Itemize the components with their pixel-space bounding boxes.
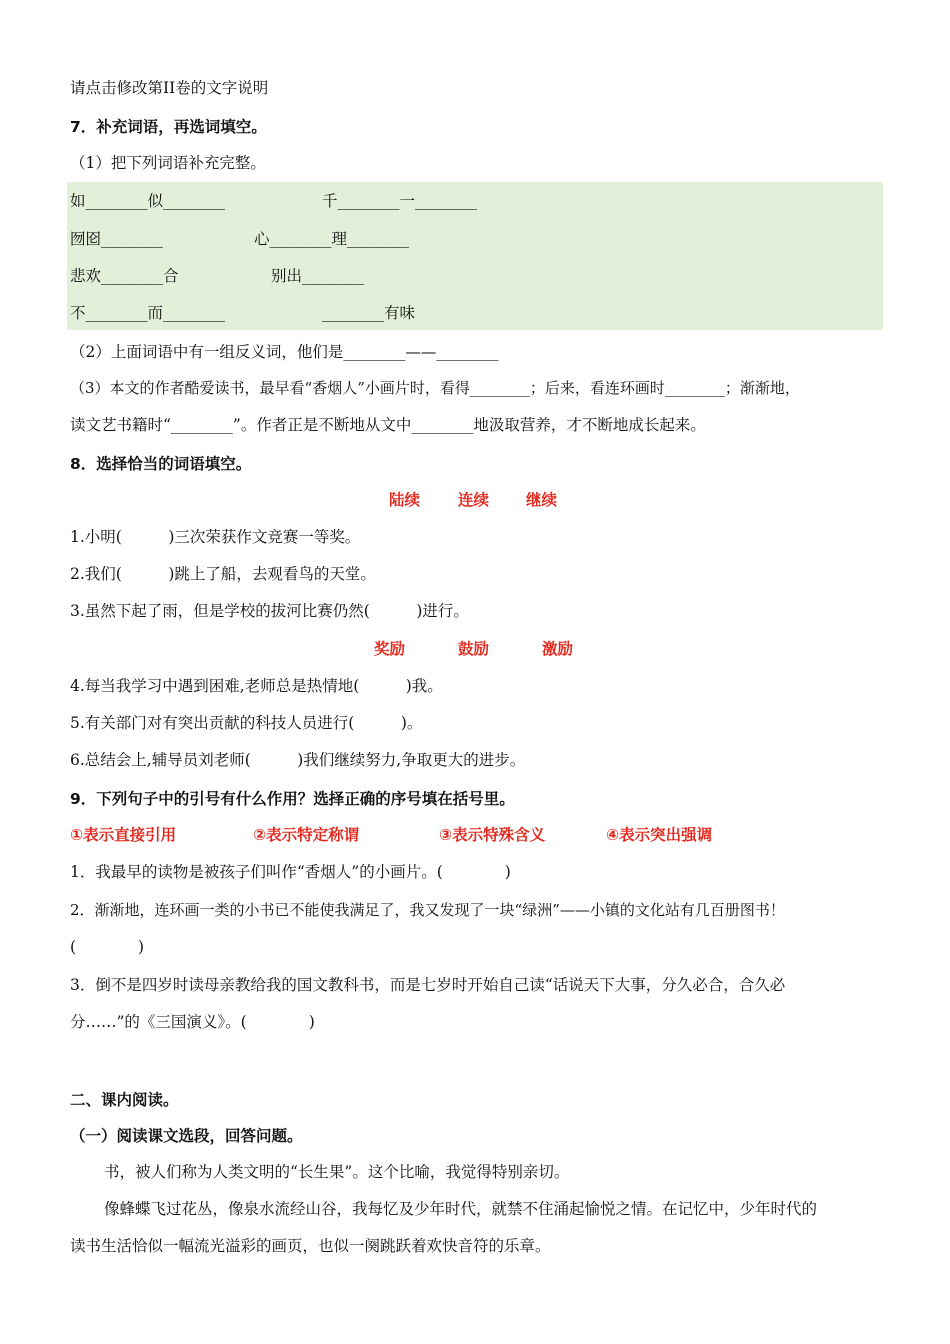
reading-paragraph: 书，被人们称为人类文明的“长生果”。这个比喻，我觉得特别亲切。 <box>104 1163 570 1181</box>
q7-sub3-line2: 读文艺书籍时“________”。作者正是不断地从文中________地汲取营养，才不断地成长起来。 <box>70 416 706 434</box>
q9-item: 1．我最早的读物是被孩子们叫作“香烟人”的小画片。( ) <box>70 863 511 881</box>
q9-option: ③表示特殊含义 <box>439 826 546 844</box>
q9-item: 3．倒不是四岁时读母亲教给我的国文教科书，而是七岁时开始自己读“话说天下大事，分久必合，合久必 <box>70 976 786 994</box>
word-cell: 别出________ <box>271 267 365 285</box>
word-cell: 如________似________ <box>70 192 226 210</box>
q7-sub3-line1: （3）本文的作者酷爱读书，最早看“香烟人”小画片时，看得________；后来，看连环画时________；渐渐地， <box>70 379 800 397</box>
q9-item: 2．渐渐地，连环画一类的小书已不能使我满足了，我又发现了一块“绿洲”——小镇的文化站有几百册图书！ <box>70 901 785 919</box>
section2-sub: （一）阅读课文选段，回答问题。 <box>70 1127 303 1145</box>
q8-item: 4.每当我学习中遇到困难,老师总是热情地( )我。 <box>70 677 443 695</box>
q9-title: 9．下列句子中的引号有什么作用？选择正确的序号填在括号里。 <box>70 790 515 808</box>
q9-option: ④表示突出强调 <box>606 826 713 844</box>
q9-item: ( ) <box>70 938 145 956</box>
q8-item: 6.总结会上,辅导员刘老师( )我们继续努力,争取更大的进步。 <box>70 751 526 769</box>
word-choice: 陆续 <box>389 491 421 509</box>
word-choice: 激励 <box>542 640 574 658</box>
word-table <box>67 182 883 330</box>
word-cell: 囫囵________ <box>70 230 164 248</box>
reading-paragraph: 读书生活恰似一幅流光溢彩的画页，也似一阕跳跃着欢快音符的乐章。 <box>70 1237 551 1255</box>
q7-sub2: （2）上面词语中有一组反义词，他们是________——________ <box>70 343 499 361</box>
word-choice: 继续 <box>526 491 558 509</box>
reading-paragraph: 像蜂蝶飞过花丛，像泉水流经山谷，我每忆及少年时代，就禁不住涌起愉悦之情。在记忆中，少年时代的 <box>104 1200 818 1218</box>
word-cell: ________有味 <box>322 304 416 322</box>
q8-item: 3.虽然下起了雨，但是学校的拔河比赛仍然( )进行。 <box>70 602 469 620</box>
q8-title: 8．选择恰当的词语填空。 <box>70 455 252 473</box>
word-cell: 千________一________ <box>322 192 478 210</box>
q7-sub1: （1）把下列词语补充完整。 <box>70 154 266 172</box>
word-choice: 鼓励 <box>458 640 490 658</box>
q9-option: ②表示特定称谓 <box>253 826 360 844</box>
word-choice: 连续 <box>458 491 490 509</box>
word-choice: 奖励 <box>374 640 406 658</box>
word-cell: 悲欢________合 <box>70 267 179 285</box>
q8-item: 1.小明( )三次荣获作文竞赛一等奖。 <box>70 528 361 546</box>
section2-title: 二、课内阅读。 <box>70 1091 179 1109</box>
word-cell: 不________而________ <box>70 304 226 322</box>
q9-option: ①表示直接引用 <box>70 826 177 844</box>
q8-item: 2.我们( )跳上了船，去观看鸟的天堂。 <box>70 565 376 583</box>
word-cell: 心________理________ <box>254 230 410 248</box>
q9-item: 分……”的《三国演义》。( ) <box>70 1013 315 1031</box>
header-note: 请点击修改第II卷的文字说明 <box>70 79 269 97</box>
q7-title: 7．补充词语，再选词填空。 <box>70 118 267 136</box>
q8-item: 5.有关部门对有突出贡献的科技人员进行( )。 <box>70 714 423 732</box>
